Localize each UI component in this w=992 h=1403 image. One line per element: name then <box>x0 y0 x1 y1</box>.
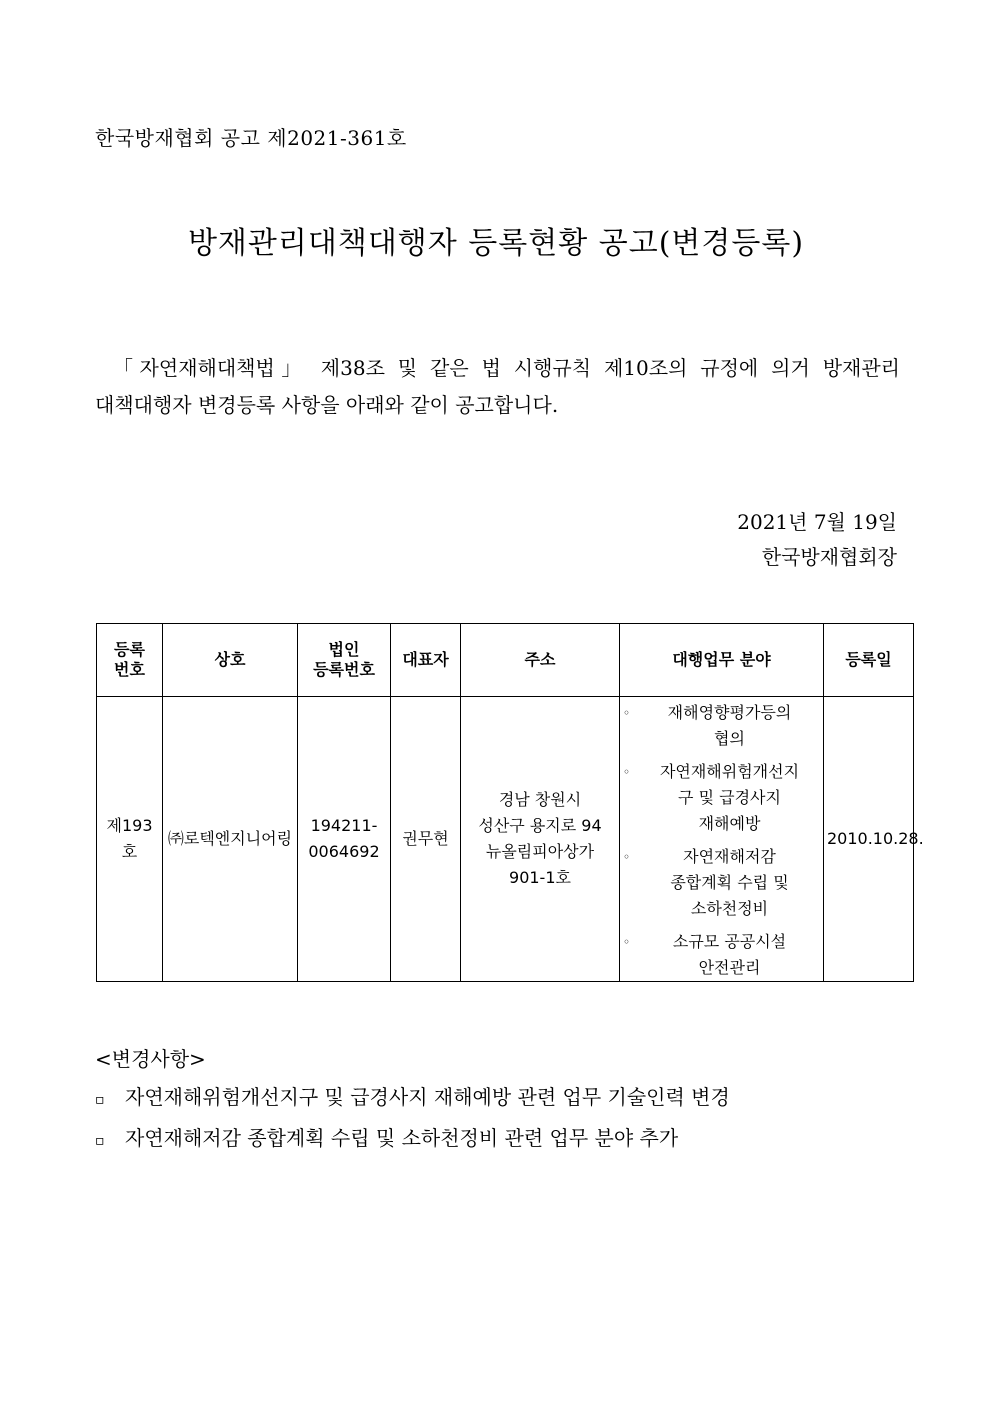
table-header-row <box>97 624 914 697</box>
cell-corp-no-line-2: 0064692 <box>308 842 380 861</box>
change-item <box>95 1078 730 1119</box>
cell-company: ㈜로텍엔지니어링 <box>163 697 298 982</box>
work-field-line: 안전관리 <box>698 958 761 977</box>
cell-address-line-2: 성산구 용지로 94 <box>478 816 602 835</box>
work-field-line: 소규모 공공시설 <box>672 932 787 951</box>
work-field-line: 재해영향평가등의 <box>667 703 792 722</box>
work-field-line: 협의 <box>714 729 745 748</box>
cell-reg-no: 제193호 <box>97 697 163 982</box>
square-bullet-icon: ▫ <box>95 1133 105 1149</box>
cell-reg-date: 2010.10.28. <box>824 697 914 982</box>
work-field-line: 소하천정비 <box>690 899 769 918</box>
header-work-field: 대행업무 분야 <box>620 624 824 697</box>
header-company: 상호 <box>163 624 298 697</box>
header-corp-no-line-2: 등록번호 <box>313 660 375 679</box>
cell-address-line-4: 901-1호 <box>509 868 571 887</box>
header-representative: 대표자 <box>391 624 461 697</box>
bullet-icon: ◦ <box>623 765 631 779</box>
header-corp-no <box>298 624 391 697</box>
work-field-line: 자연재해저감 <box>683 847 776 866</box>
work-field-line: 자연재해위험개선지 <box>659 762 800 781</box>
cell-address-line-3: 뉴올림피아상가 <box>485 842 595 861</box>
notice-body-line-1: 「자연재해대책법」 제38조 및 같은 법 시행규칙 제10조의 규정에 의거 방재관리 <box>113 356 900 380</box>
work-field-item <box>623 759 820 837</box>
work-field-line: 종합계획 수립 및 <box>670 873 789 892</box>
header-reg-no-line-1: 등록 <box>114 640 145 659</box>
notice-signer: 한국방재협회장 <box>761 545 897 569</box>
cell-corp-no-line-1: 194211- <box>310 816 378 835</box>
work-field-item <box>623 929 820 981</box>
cell-work-field <box>620 697 824 982</box>
square-bullet-icon: ▫ <box>95 1092 105 1108</box>
cell-corp-no <box>298 697 391 982</box>
bullet-icon: ◦ <box>623 850 631 864</box>
cell-representative: 권무현 <box>391 697 461 982</box>
change-item-text: 자연재해저감 종합계획 수립 및 소하천정비 관련 업무 분야 추가 <box>125 1126 679 1150</box>
notice-body <box>95 350 900 424</box>
registration-table <box>96 623 924 982</box>
header-corp-no-line-1: 법인 <box>328 640 360 659</box>
changes-heading: <변경사항> <box>95 1047 206 1071</box>
notice-date: 2021년 7월 19일 <box>737 510 897 534</box>
work-field-item <box>623 844 820 922</box>
header-reg-date: 등록일 <box>824 624 914 697</box>
notice-number: 한국방재협회 공고 제2021-361호 <box>95 126 407 150</box>
notice-body-line-2: 대책대행자 변경등록 사항을 아래와 같이 공고합니다. <box>95 393 559 417</box>
bullet-icon: ◦ <box>623 935 631 949</box>
work-field-line: 재해예방 <box>698 814 761 833</box>
cell-address-line-1: 경남 창원시 <box>498 790 582 809</box>
work-field-item <box>623 700 820 752</box>
bullet-icon: ◦ <box>623 706 631 720</box>
document-title: 방재관리대책대행자 등록현황 공고(변경등록) <box>187 226 805 261</box>
header-reg-no-line-2: 번호 <box>114 660 145 679</box>
change-item-text: 자연재해위험개선지구 및 급경사지 재해예방 관련 업무 기술인력 변경 <box>125 1085 730 1109</box>
changes-section <box>95 1040 730 1160</box>
work-field-line: 구 및 급경사지 <box>678 788 781 807</box>
cell-address <box>461 697 620 982</box>
change-item <box>95 1119 730 1160</box>
header-reg-no <box>97 624 163 697</box>
table-row <box>97 697 914 982</box>
header-address: 주소 <box>461 624 620 697</box>
